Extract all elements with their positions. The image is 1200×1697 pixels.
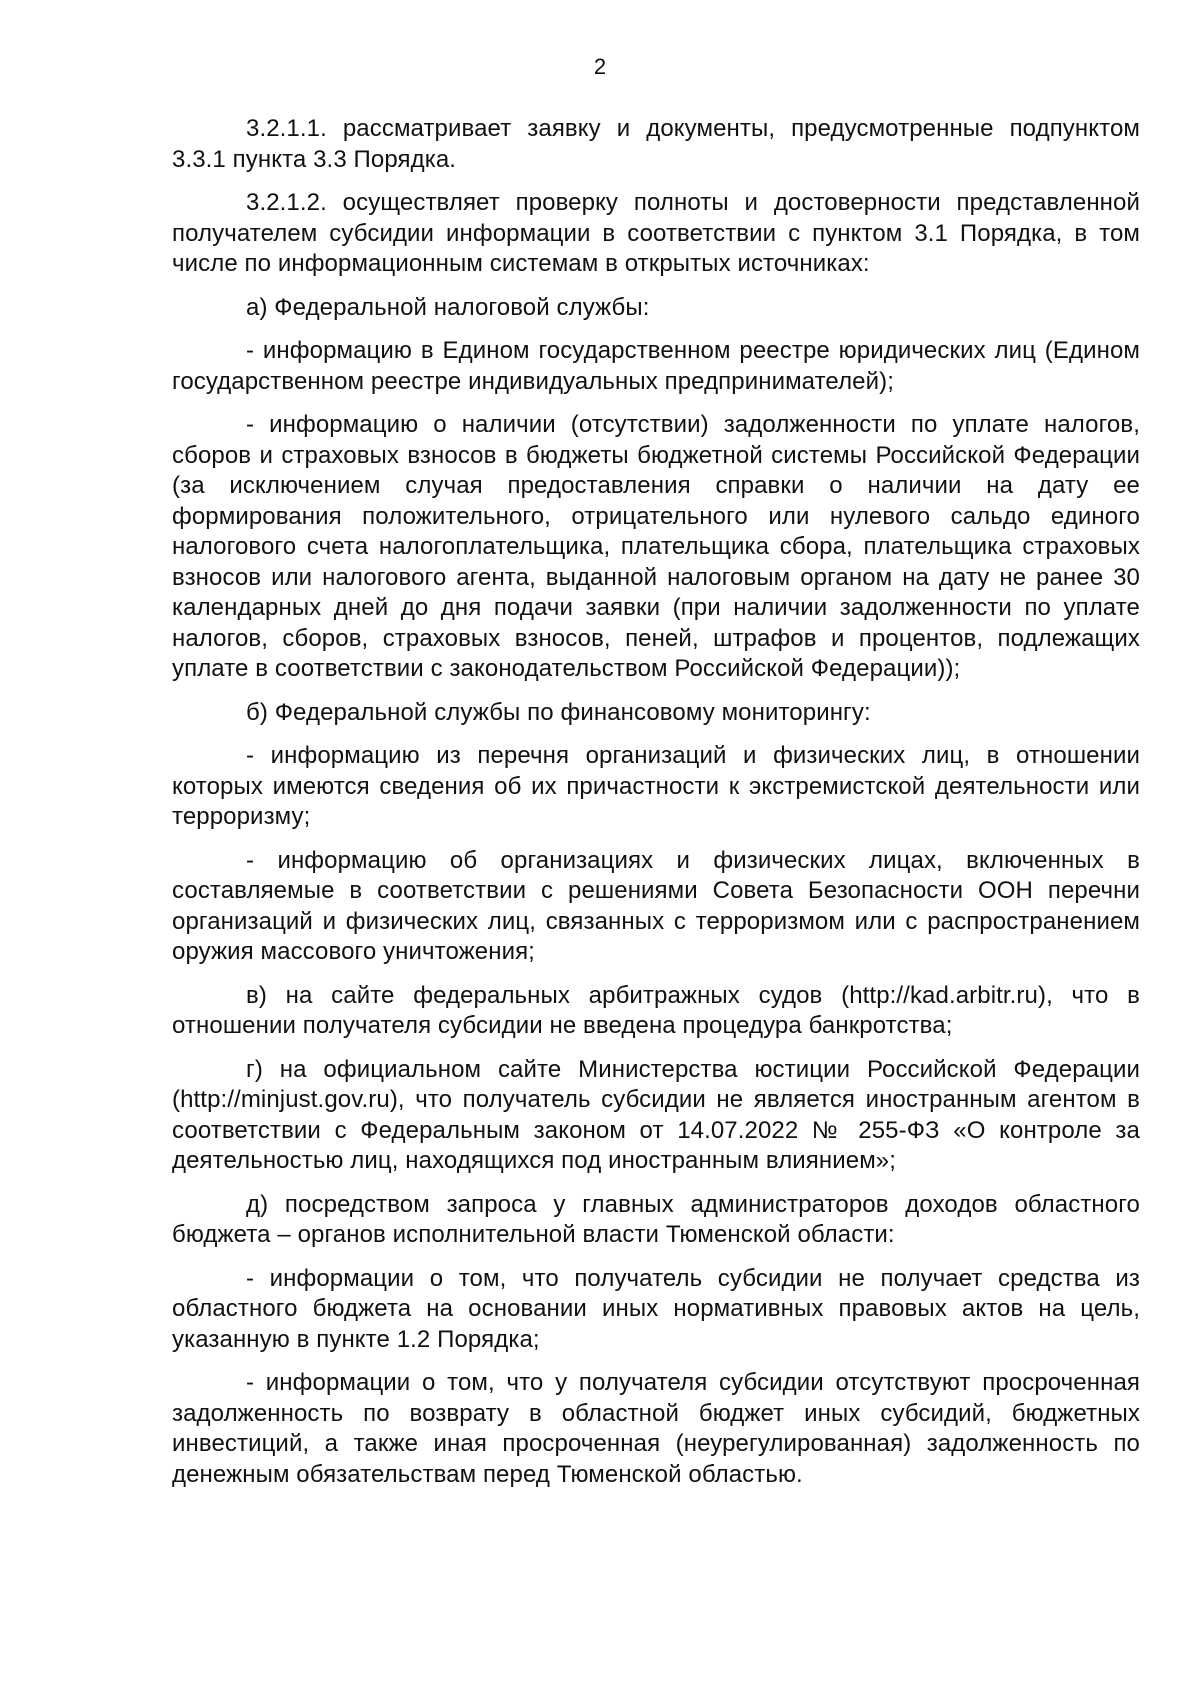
- paragraph-a-fns: а) Федеральной налоговой службы:: [246, 293, 650, 321]
- list-item-egrul: - информацию в Едином государственном реестре юридических лиц (Едином государственном реестре индивидуальных предпринимателей);: [172, 337, 1140, 395]
- list-item-extremism: - информацию из перечня организаций и физических лиц, в отношении которых имеются сведения об их причастности к экстремистской деятельности или терроризму;: [172, 742, 1140, 830]
- list-item-tax-debt: - информацию о наличии (отсутствии) задолженности по уплате налогов, сборов и страховых взносов в бюджеты бюджетной системы Российской Федерации (за исключением случая предоставления справки о наличии на дату ее формирования положительного, отрицательного или нулевого сальдо единого налогового счета налогоплательщика, плательщика сбора, плательщика страховых взносов или налогового агента, выданной налоговым органом на дату не ранее 30 календарных дней до дня подачи заявки (при наличии задолженности по уплате налогов, сборов, страховых взносов, пеней, штрафов и процентов, подлежащих уплате в соответствии с законодательством Российской Федерации));: [172, 411, 1140, 682]
- paragraph-v-arbitration: в) на сайте федеральных арбитражных судов (http://kad.arbitr.ru), что в отношении получателя субсидии не введена процедура банкротства;: [172, 981, 1140, 1039]
- paragraph-3-2-1-1: 3.2.1.1. рассматривает заявку и документы, предусмотренные подпунктом 3.3.1 пункта 3.3 Порядка.: [172, 115, 1140, 173]
- page-number: 2: [593, 54, 607, 79]
- list-item-un-security-council: - информацию об организациях и физических лицах, включенных в составляемые в соответствии с решениями Совета Безопасности ООН перечни организаций и физических лиц, связанных с терроризмом или с распространением оружия массового уничтожения;: [172, 846, 1140, 965]
- document-body: [172, 114, 1140, 1503]
- list-item-other-acts: - информации о том, что получатель субсидии не получает средства из областного бюджета на основании иных нормативных правовых актов на цель, указанную в пункте 1.2 Порядка;: [172, 1264, 1140, 1353]
- paragraph-b-rosfinmonitoring: б) Федеральной службы по финансовому мониторингу:: [246, 698, 871, 726]
- list-item-overdue-debt: - информации о том, что у получателя субсидии отсутствуют просроченная задолженность по возврату в областной бюджет иных субсидий, бюджетных инвестиций, а также иная просроченная (неурегулированная) задолженность по денежным обязательствам перед Тюменской областью.: [172, 1369, 1140, 1488]
- paragraph-g-minjust: г) на официальном сайте Министерства юстиции Российской Федерации (http://minjust.gov.ru), что получатель субсидии не является иностранным агентом в соответствии с Федеральным законом от 14.07.2022 № 255-ФЗ «О контроле за деятельностью лиц, находящихся под иностранным влиянием»;: [172, 1055, 1140, 1174]
- paragraph-3-2-1-2: 3.2.1.2. осуществляет проверку полноты и достоверности представленной получателем субсидии информации в соответствии с пунктом 3.1 Порядка, в том числе по информационным системам в открытых источниках:: [172, 189, 1140, 277]
- paragraph-d-administrators: д) посредством запроса у главных администраторов доходов областного бюджета – органов исполнительной власти Тюменской области:: [172, 1190, 1140, 1248]
